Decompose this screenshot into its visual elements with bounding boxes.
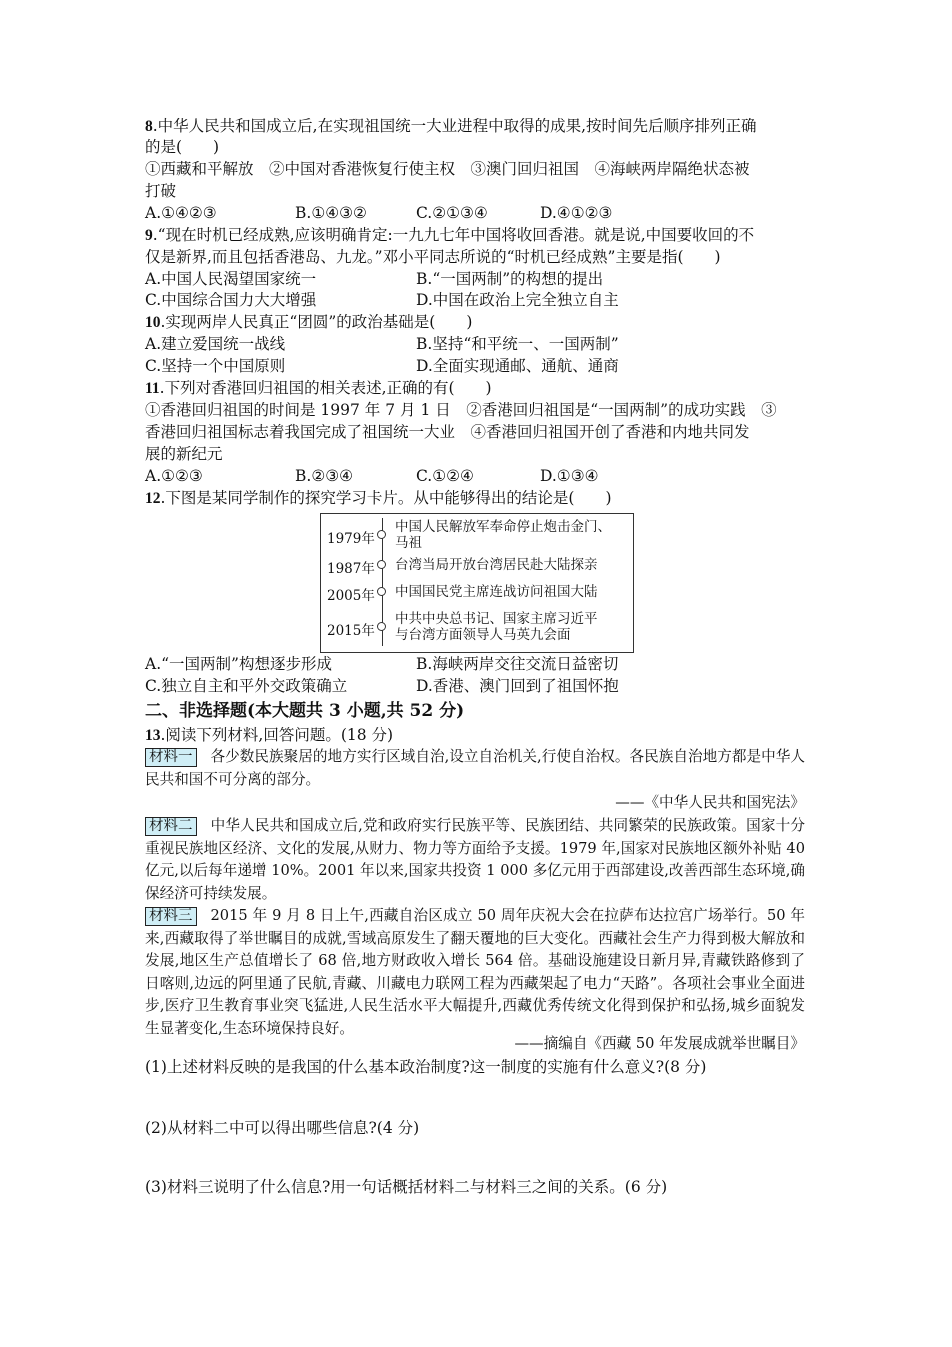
timeline-dot bbox=[377, 587, 386, 596]
q10-number: 10 bbox=[145, 314, 161, 331]
q11-option-c: C.①②④ bbox=[416, 467, 474, 485]
timeline-event-1979-line2: 马祖 bbox=[395, 535, 422, 551]
q10-option-a: A.建立爱国统一战线 bbox=[145, 335, 286, 353]
q8-stem-3: ①西藏和平解放 ②中国对香港恢复行使主权 ③澳门回归祖国 ④海峡两岸隔绝状态被 bbox=[145, 160, 750, 178]
q11-option-d: D.①③④ bbox=[540, 467, 599, 485]
q12-option-b: B.海峡两岸交往交流日益密切 bbox=[416, 655, 619, 673]
q8-line1 bbox=[145, 116, 815, 137]
q8-option-d: D.④①②③ bbox=[540, 204, 613, 222]
timeline-year-1987: 1987年 bbox=[327, 561, 375, 577]
q13-number: 13 bbox=[145, 727, 161, 744]
q9-stem-2: 仅是新界,而且包括香港岛、九龙。”邓小平同志所说的“时机已经成熟”主要是指( ) bbox=[145, 248, 721, 266]
q8-option-c: C.②①③④ bbox=[416, 204, 488, 222]
timeline-year-2005: 2005年 bbox=[327, 588, 375, 604]
material-2 bbox=[145, 815, 805, 905]
material-1-source: ——《中华人民共和国宪法》 bbox=[615, 794, 805, 811]
timeline-card bbox=[320, 513, 634, 653]
q12-number: 12 bbox=[145, 490, 161, 507]
section-title: 二、非选择题 bbox=[145, 701, 247, 721]
q11-stem-2: ①香港回归祖国的时间是 1997 年 7 月 1 日 ②香港回归祖国是“一国两制”的成功实践 ③ bbox=[145, 401, 777, 419]
material-3-text: 2015 年 9 月 8 日上午,西藏自治区成立 50 周年庆祝大会在拉萨布达拉宫广场举行。50 年来,西藏取得了举世瞩目的成就,雪域高原发生了翻天覆地的巨大变化。西藏社会生产力得到极大解放和发展,地区生产总值增长了 68 倍,地方财政收入增长 564 倍。基础设施建设日新月异,青藏铁路修到了日喀则,边远的阿里通了民航,青藏、川藏电力联网工程为西藏架起了电力“天路”。各项社会事业全面进步,医疗卫生教育事业突飞猛进,人民生活水平大幅提升,西藏优秀传统文化得到保护和弘扬,城乡面貌发生显著变化,生态环境保持良好。 bbox=[145, 907, 805, 1037]
material-2-tag: 材料二 bbox=[145, 817, 197, 836]
q13-sub-question-1: (1)上述材料反映的是我国的什么基本政治制度?这一制度的实施有什么意义?(8 分) bbox=[145, 1058, 707, 1076]
q12-option-d: D.香港、澳门回到了祖国怀抱 bbox=[416, 677, 619, 695]
material-3-source: ——摘编自《西藏 50 年发展成就举世瞩目》 bbox=[514, 1035, 805, 1052]
q12-option-a: A.“一国两制”构想逐步形成 bbox=[145, 655, 332, 673]
q8-option-a: A.①④②③ bbox=[145, 204, 217, 222]
section-note: (本大题共 3 小题,共 52 分) bbox=[247, 701, 465, 721]
q12-line1 bbox=[145, 488, 815, 509]
material-1-tag: 材料一 bbox=[145, 748, 197, 767]
q13-sub-question-2: (2)从材料二中可以得出哪些信息?(4 分) bbox=[145, 1119, 420, 1137]
q10-option-b: B.坚持“和平统一、一国两制” bbox=[416, 335, 619, 353]
material-3 bbox=[145, 905, 805, 1040]
q11-stem-1: .下列对香港回归祖国的相关表述,正确的有( ) bbox=[159, 379, 492, 397]
timeline-dot bbox=[377, 560, 386, 569]
q8-option-b: B.①④③② bbox=[295, 204, 367, 222]
q9-line1 bbox=[145, 225, 815, 246]
material-1-text: 各少数民族聚居的地方实行区域自治,设立自治机关,行使自治权。各民族自治地方都是中华人民共和国不可分离的部分。 bbox=[145, 748, 805, 788]
timeline-event-1987: 台湾当局开放台湾居民赴大陆探亲 bbox=[395, 557, 598, 573]
q11-option-b: B.②③④ bbox=[295, 467, 354, 485]
q10-option-c: C.坚持一个中国原则 bbox=[145, 357, 286, 375]
q11-number: 11 bbox=[145, 380, 160, 397]
material-3-tag: 材料三 bbox=[145, 907, 197, 926]
q13-stem: .阅读下列材料,回答问题。(18 分) bbox=[160, 726, 394, 744]
q13-sub-question-3: (3)材料三说明了什么信息?用一句话概括材料二与材料三之间的关系。(6 分) bbox=[145, 1178, 668, 1196]
timeline-event-2015-line2: 与台湾方面领导人马英九会面 bbox=[395, 627, 571, 643]
q11-stem-4: 展的新纪元 bbox=[145, 445, 223, 463]
q8-stem-1: .中华人民共和国成立后,在实现祖国统一大业进程中取得的成果,按时间先后顺序排列正确 bbox=[152, 117, 757, 135]
timeline-event-2015-line1: 中共中央总书记、国家主席习近平 bbox=[395, 611, 598, 627]
timeline-event-1979-line1: 中国人民解放军奉命停止炮击金门、 bbox=[395, 519, 611, 535]
q11-option-a: A.①②③ bbox=[145, 467, 203, 485]
timeline-dot bbox=[377, 530, 386, 539]
q9-stem-1: .“现在时机已经成熟,应该明确肯定:一九九七年中国将收回香港。就是说,中国要收回的不 bbox=[152, 226, 755, 244]
q13-intro bbox=[145, 725, 815, 746]
q9-option-d: D.中国在政治上完全独立自主 bbox=[416, 291, 619, 309]
material-1 bbox=[145, 746, 805, 791]
q8-number: 8 bbox=[145, 118, 153, 135]
q8-stem-2: 的是( ) bbox=[145, 138, 220, 156]
q10-stem: .实现两岸人民真正“团圆”的政治基础是( ) bbox=[160, 313, 473, 331]
timeline-year-1979: 1979年 bbox=[327, 531, 375, 547]
timeline-event-2005: 中国国民党主席连战访问祖国大陆 bbox=[395, 584, 598, 600]
timeline-dot bbox=[377, 622, 386, 631]
q12-option-c: C.独立自主和平外交政策确立 bbox=[145, 677, 348, 695]
timeline-year-2015: 2015年 bbox=[327, 623, 375, 639]
q8-stem-4: 打破 bbox=[145, 182, 177, 200]
material-2-text: 中华人民共和国成立后,党和政府实行民族平等、民族团结、共同繁荣的民族政策。国家十分重视民族地区经济、文化的发展,从财力、物力等方面给予支援。1979 年,国家对民族地区额外补贴 40 亿元,以后每年递增 10%。2001 年以来,国家共投资 1 000 多亿元用于西部建设,改善西部生态环境,确保经济可持续发展。 bbox=[145, 817, 805, 902]
q12-stem: .下图是某同学制作的探究学习卡片。从中能够得出的结论是( ) bbox=[160, 489, 612, 507]
section-heading bbox=[145, 700, 464, 722]
q9-option-c: C.中国综合国力大大增强 bbox=[145, 291, 317, 309]
q11-line1 bbox=[145, 378, 815, 399]
q9-option-a: A.中国人民渴望国家统一 bbox=[145, 270, 317, 288]
q10-option-d: D.全面实现通邮、通航、通商 bbox=[416, 357, 619, 375]
q11-stem-3: 香港回归祖国标志着我国完成了祖国统一大业 ④香港回归祖国开创了香港和内地共同发 bbox=[145, 423, 750, 441]
q9-number: 9 bbox=[145, 227, 153, 244]
q9-option-b: B.“一国两制”的构想的提出 bbox=[416, 270, 604, 288]
q10-line1 bbox=[145, 312, 815, 333]
